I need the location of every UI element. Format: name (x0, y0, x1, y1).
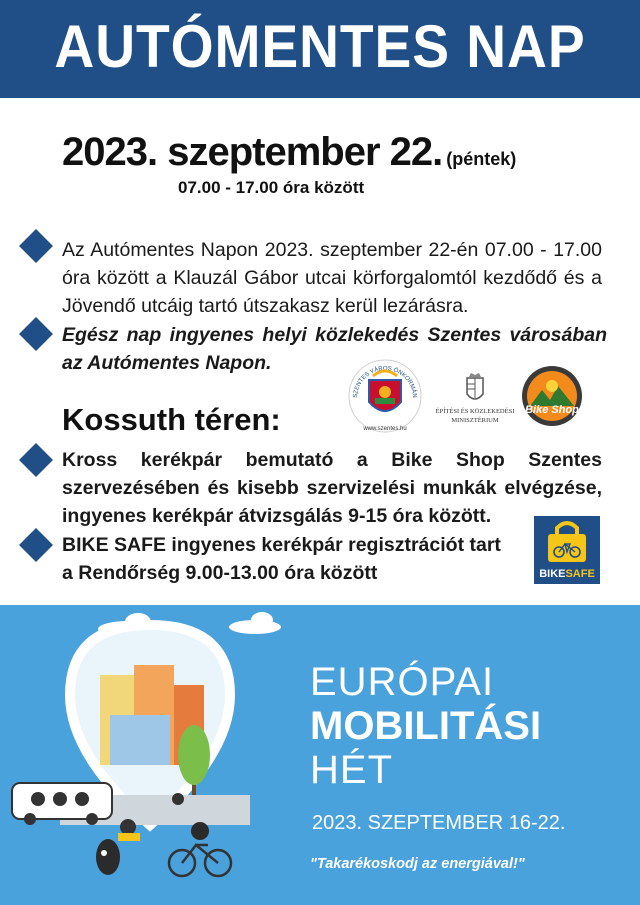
ministry-name-line2: MINISZTÉRIUM (451, 417, 499, 424)
free-transport-text: Egész nap ingyenes helyi közlekedés Szentes városában az Autómentes Napon. (62, 324, 607, 374)
mobility-week-line3: HÉT (310, 748, 393, 792)
event-weekday: (péntek) (446, 149, 517, 169)
kossuth-heading: Kossuth téren: (62, 402, 281, 437)
header-banner (0, 0, 640, 98)
bikesafe-label-safe: SAFE (565, 568, 595, 580)
bikesafe-registration-text: BIKE SAFE ingyenes kerékpár regisztrációt tart a Rendőrség 9.00-13.00 óra között (62, 534, 501, 584)
event-time: 07.00 - 17.00 óra között (178, 178, 365, 197)
bikesafe-label-bike: BIKE (539, 568, 566, 580)
page-title: AUTÓMENTES NAP (54, 13, 586, 80)
bullet-diamond-icon (19, 229, 53, 263)
bikesafe-logo (534, 516, 600, 584)
bullet-diamond-icon (19, 528, 53, 562)
szentes-city-seal-logo (345, 358, 425, 438)
city-url: www.szentes.hu (363, 426, 407, 432)
mobility-week-dates: 2023. SZEPTEMBER 16-22. (312, 812, 566, 834)
road-closure-text: Az Autómentes Napon 2023. szeptember 22-én 07.00 - 17.00 óra között a Klauzál Gábor utcai körforgalomtól kezdődő és a Jövendő utcáig tartó útszakasz kerül lezárásra. (62, 239, 602, 317)
bike-shop-logo (520, 364, 584, 428)
bikesafe-label (534, 568, 600, 580)
event-date: 2023. szeptember 22. (62, 130, 443, 174)
event-date-line (62, 130, 516, 175)
city-seal-ring-text: SZENTES VÁROS ÖNKORMÁN (352, 365, 418, 399)
bike-shop-label: Bike Shop (525, 404, 579, 416)
mobility-week-slogan: "Takarékoskodj az energiával!" (310, 856, 525, 872)
kross-bike-text: Kross kerékpár bemutató a Bike Shop Szentes szervezésében és kisebb szervizelési munkák elvégzése, ingyenes kerékpár átvizsgálás 9-15 óra között. (62, 449, 602, 527)
bullet-diamond-icon (19, 443, 53, 477)
mobility-week-line2: MOBILITÁSI (310, 704, 542, 748)
mobility-week-line1: EURÓPAI (310, 660, 495, 704)
ministry-name-line1: ÉPÍTÉSI ÉS KÖZLEKEDÉSI (435, 408, 515, 415)
ministry-logo (435, 370, 515, 430)
bullet-diamond-icon (19, 317, 53, 351)
